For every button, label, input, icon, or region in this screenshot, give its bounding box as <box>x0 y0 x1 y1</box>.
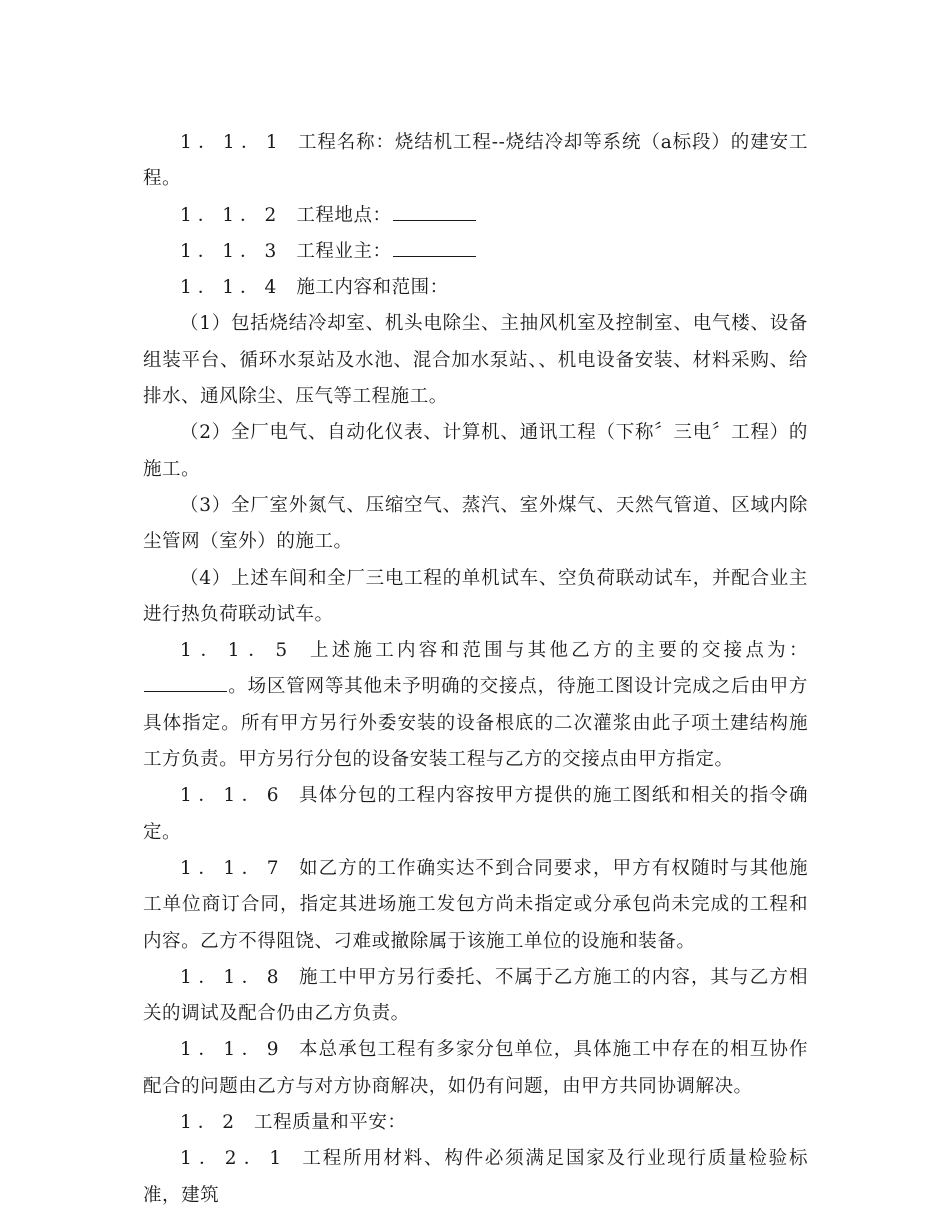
clause-number: 1．2．1 <box>180 1148 288 1170</box>
fill-in-blank <box>144 675 227 692</box>
clause-text: 施工中甲方另行委托、不属于乙方施工的内容，其与乙方相关的调试及配合仍由乙方负责。 <box>143 966 808 1025</box>
clause-text: （1）包括烧结冷却室、机头电除尘、主抽风机室及控制室、电气楼、设备组装平台、循环水泵站及水池、混合加水泵站、、机电设备安装、材料采购、给排水、通风除尘、压气等工程施工。 <box>143 313 808 408</box>
clause-number: 1．1．5 <box>180 640 294 662</box>
clause-paragraph <box>143 1141 808 1214</box>
document-body <box>143 125 808 1214</box>
clause-text: 工程业主： <box>296 240 392 262</box>
fill-in-blank <box>393 240 476 257</box>
clause-number: 1．1．1 <box>180 132 284 153</box>
clause-paragraph <box>143 1105 808 1141</box>
clause-text: 工程质量和平安： <box>254 1112 407 1134</box>
clause-paragraph <box>143 778 808 851</box>
clause-text: （2）全厂电气、自动化仪表、计算机、通讯工程（下称〞三电〞工程）的施工。 <box>143 422 808 480</box>
clause-text: 工程所用材料、构件必须满足国家及行业现行质量检验标准，建筑 <box>143 1148 808 1206</box>
clause-paragraph <box>143 1032 808 1105</box>
clause-paragraph <box>143 960 808 1033</box>
clause-text: 工程地点： <box>296 204 392 226</box>
clause-paragraph <box>143 198 808 234</box>
clause-text-continued: 。场区管网等其他未予明确的交接点，待施工图设计完成之后由甲方具体指定。所有甲方另行外委安装的设备根底的二次灌浆由此子项土建结构施工方负责。甲方另行分包的设备安装工程与乙方的交接点由甲方指定。 <box>143 676 808 771</box>
clause-paragraph <box>143 270 808 306</box>
clause-number: 1．1．7 <box>180 857 285 879</box>
clause-paragraph <box>143 851 808 960</box>
clause-number: 1．1．2 <box>180 204 283 226</box>
clause-paragraph <box>143 234 808 270</box>
clause-text: 如乙方的工作确实达不到合同要求，甲方有权随时与其他施工单位商订合同，指定其进场施工发包方尚未指定或分承包尚未完成的工程和内容。乙方不得阻饶、刁难或撤除属于该施工单位的设施和装备。 <box>143 857 808 952</box>
clause-text: 施工内容和范围： <box>296 277 449 299</box>
clause-paragraph <box>143 633 808 778</box>
clause-number: 1．2 <box>180 1112 241 1134</box>
clause-text: 具体分包的工程内容按甲方提供的施工图纸和相关的指令确定。 <box>143 785 808 843</box>
clause-text: 本总承包工程有多家分包单位，具体施工中存在的相互协作配合的问题由乙方与对方协商解决，如仍有问题，由甲方共同协调解决。 <box>143 1039 808 1097</box>
sub-item-paragraph <box>143 488 808 561</box>
sub-item-paragraph <box>143 561 808 634</box>
clause-text: （3）全厂室外氮气、压缩空气、蒸汽、室外煤气、天然气管道、区域内除尘管网（室外）的施工。 <box>143 494 808 553</box>
sub-item-paragraph <box>143 306 808 415</box>
clause-text: （4）上述车间和全厂三电工程的单机试车、空负荷联动试车，并配合业主进行热负荷联动试车。 <box>143 567 808 625</box>
clause-number: 1．1．4 <box>180 277 283 299</box>
clause-text: 上述施工内容和范围与其他乙方的主要的交接点为： <box>307 640 809 662</box>
clause-paragraph <box>143 125 808 198</box>
clause-number: 1．1．6 <box>180 785 285 807</box>
sub-item-paragraph <box>143 415 808 488</box>
clause-number: 1．1．3 <box>180 240 283 262</box>
clause-number: 1．1．8 <box>180 966 285 988</box>
fill-in-blank <box>393 204 476 221</box>
clause-text: 工程名称：烧结机工程--烧结冷却等系统（a标段）的建安工程。 <box>143 132 809 190</box>
clause-number: 1．1．9 <box>180 1039 285 1061</box>
